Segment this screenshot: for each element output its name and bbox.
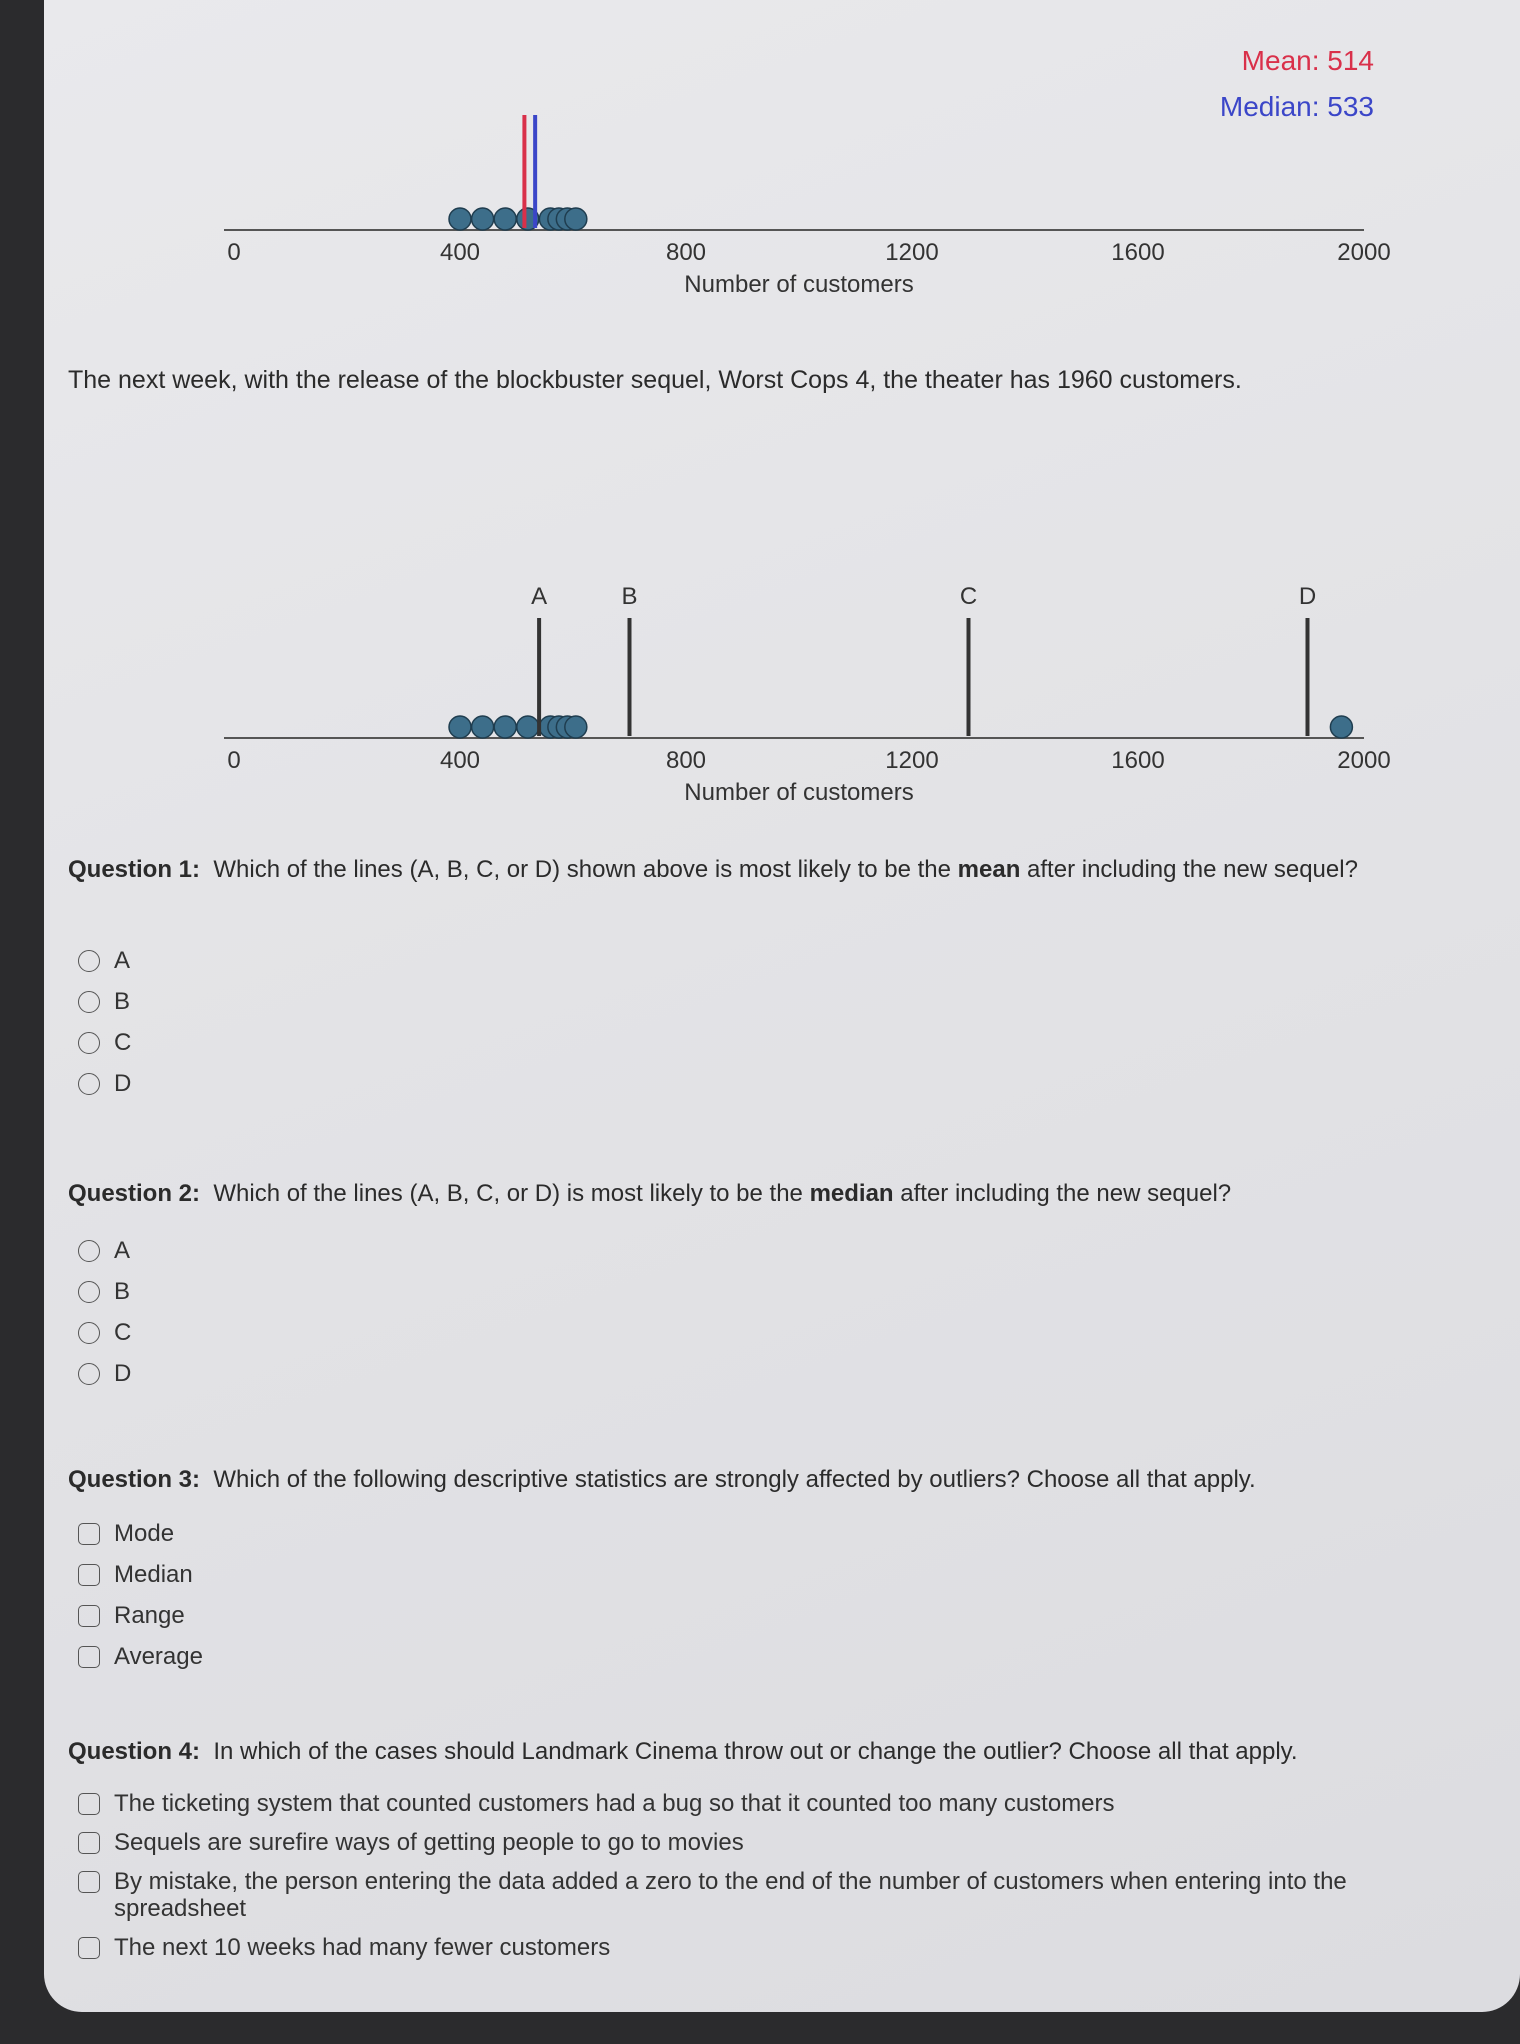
option-label: C: [114, 1318, 132, 1346]
option-label: A: [114, 1236, 131, 1264]
line-label: D: [1298, 583, 1317, 610]
data-point: [565, 208, 587, 230]
line-label: C: [959, 583, 978, 610]
tick-label: 1200: [885, 747, 939, 774]
data-point: [494, 208, 516, 230]
question-text-end: after including the new sequel?: [1020, 856, 1358, 883]
checkbox[interactable]: [78, 1564, 100, 1586]
question-text: In which of the cases should Landmark Cinema throw out or change the outlier? Choose all that apply.: [213, 1738, 1298, 1765]
option-c[interactable]: [78, 1022, 131, 1063]
option-median[interactable]: [78, 1554, 203, 1595]
tick-label: 0: [227, 239, 241, 266]
data-point: [494, 716, 516, 738]
question-2: [68, 1180, 1468, 1207]
checkbox[interactable]: [78, 1646, 100, 1668]
radio-button[interactable]: [78, 991, 100, 1013]
data-point: [449, 208, 471, 230]
option-label: Mode: [114, 1519, 175, 1547]
tick-label: 800: [665, 239, 707, 266]
option-fewer-customers[interactable]: [78, 1928, 1458, 1967]
option-mode[interactable]: [78, 1513, 203, 1554]
option-label: By mistake, the person entering the data added a zero to the end of the number of customers when entering into the spreadsheet: [114, 1868, 1347, 1922]
checkbox[interactable]: [78, 1937, 100, 1959]
question-number: Question 3:: [68, 1466, 201, 1493]
option-label: Sequels are surefire ways of getting people to go to movies: [114, 1829, 744, 1856]
option-average[interactable]: [78, 1636, 203, 1677]
intro-paragraph: The next week, with the release of the blockbuster sequel, Worst Cops 4, the theater has 1960 customers.: [68, 366, 1242, 394]
question-keyword: mean: [957, 856, 1021, 883]
option-label: The ticketing system that counted customers had a bug so that it counted too many customers: [114, 1790, 1115, 1817]
stat-label: Mean: 514: [1241, 45, 1374, 76]
option-d[interactable]: [78, 1353, 131, 1394]
tick-label: 2000: [1337, 747, 1391, 774]
radio-button[interactable]: [78, 1322, 100, 1344]
option-label: Range: [114, 1601, 185, 1629]
line-label: A: [531, 583, 548, 610]
question-keyword: median: [809, 1180, 894, 1207]
option-label: A: [114, 946, 131, 974]
data-point: [449, 716, 471, 738]
option-a[interactable]: [78, 1230, 131, 1271]
radio-button[interactable]: [78, 1281, 100, 1303]
worksheet-page: [44, 0, 1520, 2012]
tick-label: 800: [665, 747, 707, 774]
question-1-options: [78, 940, 131, 1104]
option-d[interactable]: [78, 1063, 131, 1104]
data-point: [472, 716, 494, 738]
checkbox[interactable]: [78, 1605, 100, 1627]
tick-label: 400: [439, 239, 481, 266]
option-sequels[interactable]: [78, 1823, 1458, 1862]
question-number: Question 2:: [68, 1180, 201, 1207]
checkbox[interactable]: [78, 1523, 100, 1545]
data-point: [1330, 716, 1352, 738]
tick-label: 1600: [1111, 747, 1165, 774]
option-data-entry-mistake[interactable]: [78, 1862, 1458, 1928]
question-3: [68, 1466, 1468, 1493]
radio-button[interactable]: [78, 1363, 100, 1385]
option-a[interactable]: [78, 940, 131, 981]
tick-label: 0: [227, 747, 241, 774]
option-b[interactable]: [78, 981, 131, 1022]
data-point: [517, 716, 539, 738]
line-label: B: [621, 583, 638, 610]
dot-plot-after: [44, 548, 1520, 828]
question-text: Which of the lines (A, B, C, or D) shown above is most likely to be the: [213, 856, 958, 883]
option-label: The next 10 weeks had many fewer customers: [114, 1934, 611, 1961]
x-axis-title: Number of customers: [684, 271, 914, 298]
question-number: Question 4:: [68, 1738, 201, 1765]
x-axis-title: Number of customers: [684, 779, 914, 806]
question-text-end: after including the new sequel?: [893, 1180, 1232, 1207]
checkbox[interactable]: [78, 1793, 100, 1815]
stat-label: Median: 533: [1219, 91, 1374, 122]
option-bug[interactable]: [78, 1784, 1458, 1823]
option-b[interactable]: [78, 1271, 131, 1312]
option-label: Average: [114, 1642, 203, 1670]
question-2-options: [78, 1230, 131, 1394]
radio-button[interactable]: [78, 1032, 100, 1054]
tick-label: 1600: [1111, 239, 1165, 266]
question-1: [68, 856, 1468, 883]
option-c[interactable]: [78, 1312, 131, 1353]
option-label: D: [114, 1069, 132, 1097]
option-label: D: [114, 1359, 132, 1387]
option-label: B: [114, 987, 131, 1015]
question-4: [68, 1738, 1468, 1765]
dot-plot-before: [44, 30, 1520, 330]
tick-label: 1200: [885, 239, 939, 266]
option-label: Median: [114, 1560, 193, 1588]
option-range[interactable]: [78, 1595, 203, 1636]
data-point: [565, 716, 587, 738]
option-label: B: [114, 1277, 131, 1305]
option-label: C: [114, 1028, 132, 1056]
radio-button[interactable]: [78, 1073, 100, 1095]
question-3-options: [78, 1513, 203, 1677]
radio-button[interactable]: [78, 950, 100, 972]
question-text: Which of the lines (A, B, C, or D) is most likely to be the: [213, 1180, 810, 1207]
question-number: Question 1:: [68, 856, 201, 883]
data-point: [472, 208, 494, 230]
tick-label: 400: [439, 747, 481, 774]
checkbox[interactable]: [78, 1832, 100, 1854]
radio-button[interactable]: [78, 1240, 100, 1262]
question-text: Which of the following descriptive statistics are strongly affected by outliers? Choose all that apply.: [213, 1466, 1256, 1493]
question-4-options: [78, 1784, 1458, 1967]
tick-label: 2000: [1337, 239, 1391, 266]
checkbox[interactable]: [78, 1871, 100, 1893]
